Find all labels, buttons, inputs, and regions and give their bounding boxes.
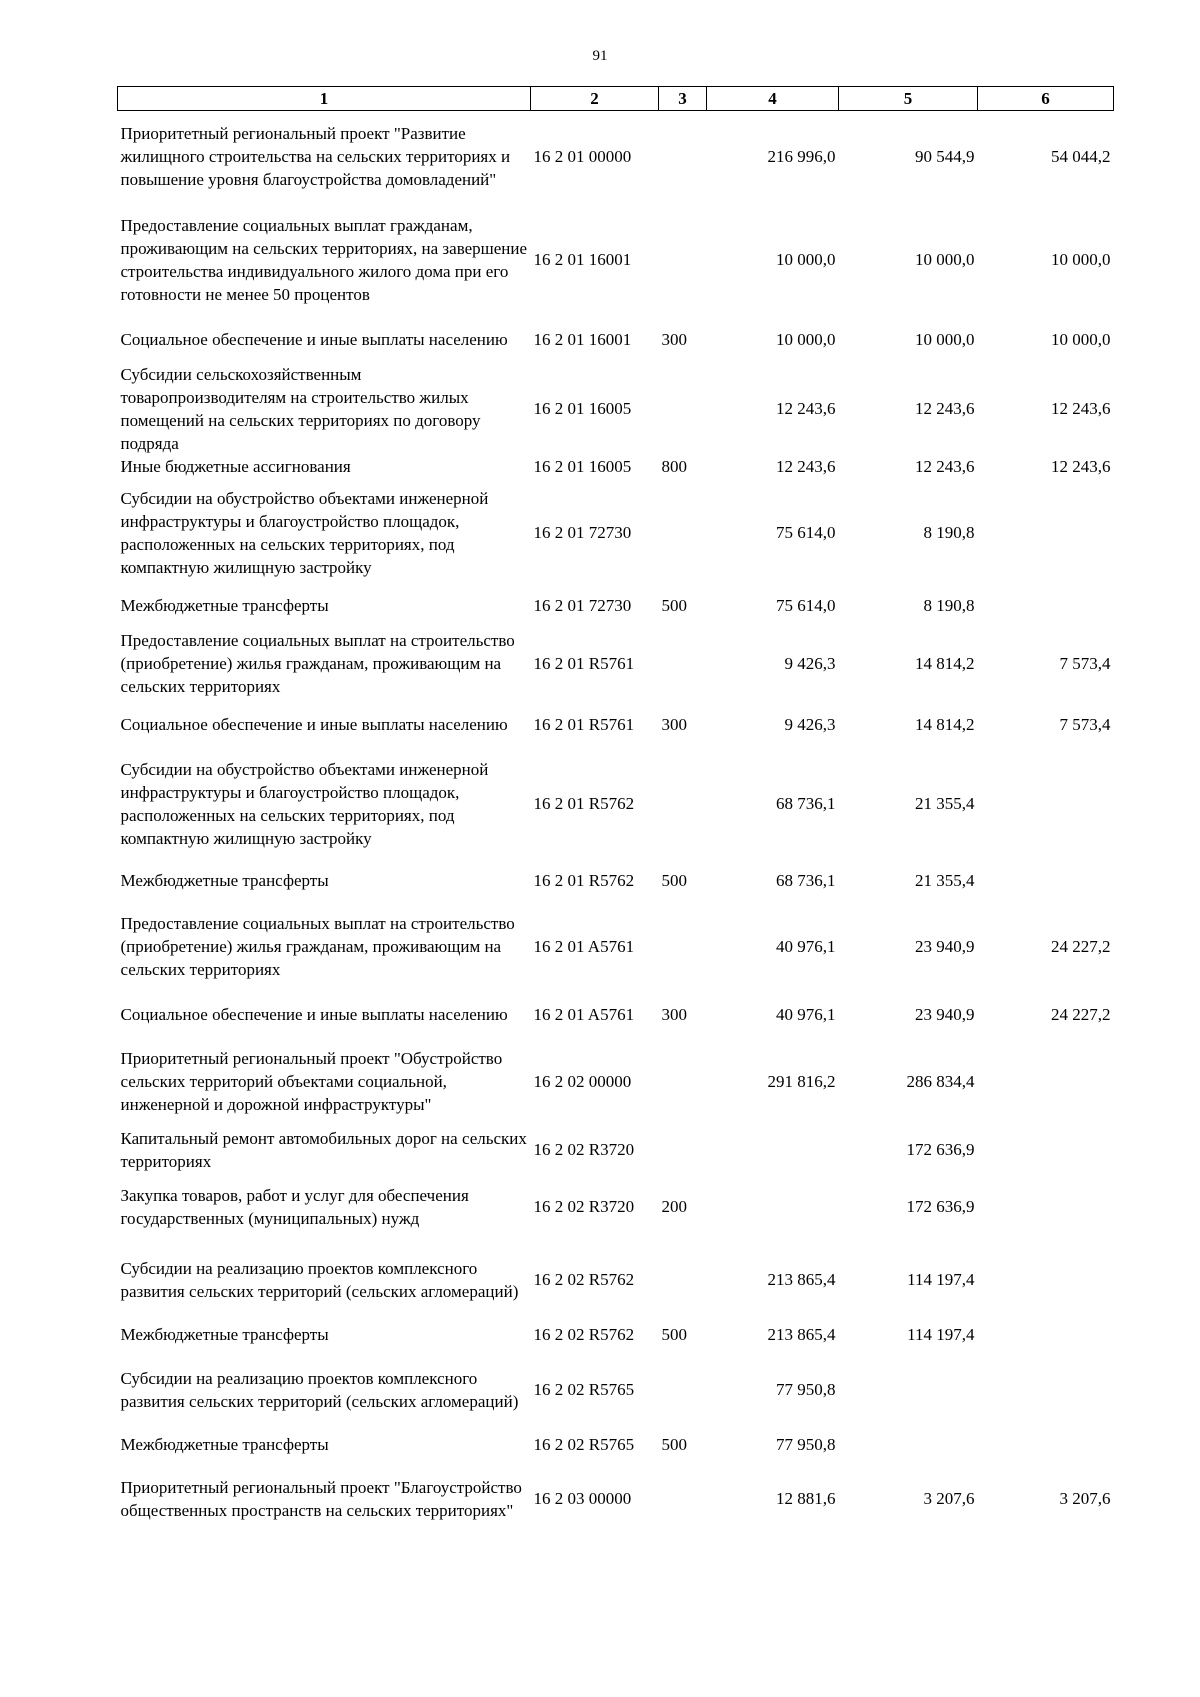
table-row: [118, 455, 1114, 479]
row-type: [659, 479, 707, 587]
row-value-col6: [978, 1173, 1114, 1241]
row-code: 16 2 01 R5762: [533, 794, 635, 813]
row-name: Закупка товаров, работ и услуг для обеспечения государственных (муниципальных) нужд: [120, 1185, 469, 1228]
row-code: 16 2 01 16005: [533, 399, 632, 418]
table-row: [118, 1429, 1114, 1461]
row-name: Социальное обеспечение и иные выплаты населению: [120, 715, 508, 734]
row-value-col5: 8 190,8: [923, 523, 975, 542]
row-code: 16 2 02 R3720: [533, 1140, 635, 1159]
column-header: 1: [118, 87, 531, 111]
row-value-col4: 291 816,2: [767, 1072, 836, 1091]
row-type: 300: [661, 330, 687, 349]
row-name: Субсидии сельскохозяйственным товаропроизводителям на строительство жилых помещений на сельских территориях по договору подряда: [120, 364, 481, 453]
table-row: [118, 861, 1114, 901]
row-type: 200: [661, 1197, 687, 1216]
row-value-col5: [839, 1351, 978, 1429]
row-value-col6: [978, 1241, 1114, 1319]
row-value-col4: 9 426,3: [784, 715, 836, 734]
row-value-col4: 10 000,0: [776, 250, 836, 269]
row-code: 16 2 01 R5761: [533, 654, 635, 673]
row-name: Предоставление социальных выплат гражданам, проживающим на сельских территориях, на завершение строительства индивидуального жилого дома при его готовности не менее 50 процентов: [120, 215, 528, 304]
row-value-col4: 12 881,6: [776, 1489, 836, 1508]
table-row: [118, 479, 1114, 587]
column-header: 4: [707, 87, 839, 111]
row-name: Межбюджетные трансферты: [120, 1435, 329, 1454]
row-value-col4: 75 614,0: [776, 596, 836, 615]
row-name: Субсидии на обустройство объектами инженерной инфраструктуры и благоустройство площадок, расположенных на сельских территориях, под компактную жилищную застройку: [120, 488, 489, 577]
row-value-col5: 3 207,6: [923, 1489, 975, 1508]
row-name: Межбюджетные трансферты: [120, 871, 329, 890]
row-type: [659, 203, 707, 317]
row-code: 16 2 01 A5761: [533, 1005, 635, 1024]
row-code: 16 2 02 R5762: [533, 1270, 635, 1289]
row-value-col6: [978, 861, 1114, 901]
row-value-col4: 216 996,0: [767, 147, 836, 167]
row-value-col4: 9 426,3: [784, 654, 836, 673]
column-header: 3: [659, 87, 707, 111]
table-row: [118, 993, 1114, 1037]
row-value-col5: 10 000,0: [915, 330, 975, 349]
row-value-col4: 77 950,8: [776, 1380, 836, 1399]
row-value-col4: 10 000,0: [776, 330, 836, 349]
row-value-col6: 10 000,0: [1051, 250, 1111, 269]
row-code: 16 2 01 16001: [533, 330, 632, 349]
table-row: [118, 1351, 1114, 1429]
table-row: [118, 363, 1114, 455]
row-value-col6: 7 573,4: [1059, 715, 1111, 734]
row-type: [659, 1351, 707, 1429]
row-value-col6: [978, 1351, 1114, 1429]
row-value-col4: 40 976,1: [776, 1005, 836, 1024]
table-row: [118, 1319, 1114, 1351]
row-code: 16 2 01 16001: [533, 250, 632, 269]
row-name: Субсидии на обустройство объектами инженерной инфраструктуры и благоустройство площадок, расположенных на сельских территориях, под компактную жилищную застройку: [120, 759, 489, 848]
row-value-col4: 75 614,0: [776, 523, 836, 542]
row-value-col6: [978, 1037, 1114, 1127]
row-code: 16 2 02 R5765: [533, 1380, 635, 1399]
row-value-col6: 3 207,6: [1059, 1489, 1111, 1508]
row-value-col4: 12 243,6: [776, 457, 836, 476]
table-header-row: [118, 87, 1114, 111]
row-type: [659, 111, 707, 203]
row-name: Приоритетный региональный проект "Благоустройство общественных пространств на сельских территориях": [120, 1477, 522, 1520]
row-type: [659, 1241, 707, 1319]
table-row: [118, 317, 1114, 363]
table-row: [118, 1461, 1114, 1537]
row-code: 16 2 01 00000: [533, 147, 632, 167]
row-value-col5: 23 940,9: [915, 937, 975, 956]
table-row: [118, 1173, 1114, 1241]
row-name: Приоритетный региональный проект "Обустройство сельских территорий объектами социальной, инженерной и дорожной инфраструктуры": [120, 1049, 503, 1114]
row-code: 16 2 02 00000: [533, 1072, 632, 1091]
table-row: [118, 747, 1114, 861]
row-value-col5: 12 243,6: [915, 399, 975, 418]
table-row: [118, 587, 1114, 625]
row-code: 16 2 01 R5762: [533, 871, 635, 890]
row-value-col4: 77 950,8: [776, 1435, 836, 1454]
row-value-col4: 213 865,4: [767, 1325, 836, 1344]
row-code: 16 2 01 72730: [533, 596, 632, 615]
row-value-col5: 14 814,2: [915, 654, 975, 673]
row-value-col5: 10 000,0: [915, 250, 975, 269]
row-value-col5: 172 636,9: [906, 1197, 975, 1216]
row-value-col5: [839, 1429, 978, 1461]
column-header: 6: [978, 87, 1114, 111]
row-code: 16 2 02 R3720: [533, 1197, 635, 1216]
column-header: 5: [839, 87, 978, 111]
row-value-col5: 90 544,9: [915, 147, 975, 167]
row-type: 300: [661, 715, 687, 734]
row-name: Капитальный ремонт автомобильных дорог на сельских территориях: [120, 1128, 527, 1171]
row-value-col6: 12 243,6: [1051, 399, 1111, 418]
row-type: [659, 625, 707, 703]
row-code: 16 2 01 16005: [533, 457, 632, 476]
row-name: Предоставление социальных выплат на строительство (приобретение) жилья гражданам, проживающим на сельских территориях: [120, 631, 515, 696]
row-type: 500: [661, 596, 687, 615]
row-value-col4: 68 736,1: [776, 871, 836, 890]
row-value-col5: 8 190,8: [923, 596, 975, 615]
row-code: 16 2 03 00000: [533, 1489, 632, 1508]
row-value-col5: 12 243,6: [915, 457, 975, 476]
row-value-col6: 10 000,0: [1051, 330, 1111, 349]
row-type: 500: [661, 1435, 687, 1454]
row-value-col4: [707, 1127, 839, 1173]
row-type: 500: [661, 871, 687, 890]
budget-table: [117, 86, 1114, 1537]
row-name: Социальное обеспечение и иные выплаты населению: [120, 330, 508, 349]
row-value-col5: 21 355,4: [915, 871, 975, 890]
row-type: 800: [661, 457, 687, 476]
row-value-col5: 21 355,4: [915, 794, 975, 813]
column-header: 2: [531, 87, 659, 111]
table-row: [118, 1037, 1114, 1127]
row-value-col6: [978, 1429, 1114, 1461]
row-value-col5: 23 940,9: [915, 1005, 975, 1024]
row-type: [659, 363, 707, 455]
row-value-col4: 40 976,1: [776, 937, 836, 956]
row-value-col6: 7 573,4: [1059, 654, 1111, 673]
row-name: Субсидии на реализацию проектов комплексного развития сельских территорий (сельских агломераций): [120, 1368, 519, 1411]
table-row: [118, 1127, 1114, 1173]
row-code: 16 2 01 A5761: [533, 937, 635, 956]
row-type: [659, 901, 707, 993]
row-type: 300: [661, 1005, 687, 1024]
row-code: 16 2 01 72730: [533, 523, 632, 542]
row-value-col6: [978, 1319, 1114, 1351]
row-value-col4: 68 736,1: [776, 794, 836, 813]
row-value-col5: 114 197,4: [907, 1270, 975, 1289]
table-row: [118, 901, 1114, 993]
row-name: Межбюджетные трансферты: [120, 596, 329, 615]
row-name: Социальное обеспечение и иные выплаты населению: [120, 1005, 508, 1024]
table-body: [118, 111, 1114, 1537]
row-value-col5: 14 814,2: [915, 715, 975, 734]
row-code: 16 2 02 R5765: [533, 1435, 635, 1454]
row-value-col6: [978, 587, 1114, 625]
row-value-col4: [707, 1173, 839, 1241]
row-value-col6: 24 227,2: [1051, 937, 1111, 956]
row-value-col4: 12 243,6: [776, 399, 836, 418]
row-code: 16 2 02 R5762: [533, 1325, 635, 1344]
row-type: [659, 1037, 707, 1127]
row-value-col5: 114 197,4: [907, 1325, 975, 1344]
table-row: [118, 111, 1114, 203]
row-value-col6: 24 227,2: [1051, 1005, 1111, 1024]
row-type: [659, 1461, 707, 1537]
row-name: Иные бюджетные ассигнования: [120, 457, 351, 476]
row-code: 16 2 01 R5761: [533, 715, 635, 734]
row-name: Приоритетный региональный проект "Развитие жилищного строительства на сельских территориях и повышение уровня благоустройства домовладений": [120, 124, 511, 190]
row-name: Межбюджетные трансферты: [120, 1325, 329, 1344]
table-row: [118, 625, 1114, 703]
row-value-col6: [978, 747, 1114, 861]
row-type: 500: [661, 1325, 687, 1344]
table-row: [118, 703, 1114, 747]
row-value-col5: 286 834,4: [906, 1072, 975, 1091]
row-name: Предоставление социальных выплат на строительство (приобретение) жилья гражданам, проживающим на сельских территориях: [120, 914, 515, 979]
row-value-col5: 172 636,9: [906, 1140, 975, 1159]
table-row: [118, 203, 1114, 317]
row-value-col6: [978, 479, 1114, 587]
row-name: Субсидии на реализацию проектов комплексного развития сельских территорий (сельских агломераций): [120, 1258, 519, 1301]
table-row: [118, 1241, 1114, 1319]
row-type: [659, 1127, 707, 1173]
row-value-col4: 213 865,4: [767, 1270, 836, 1289]
row-type: [659, 747, 707, 861]
row-value-col6: 12 243,6: [1051, 457, 1111, 476]
row-value-col6: [978, 1127, 1114, 1173]
row-value-col6: 54 044,2: [1051, 147, 1111, 167]
page-number: 91: [592, 48, 608, 64]
